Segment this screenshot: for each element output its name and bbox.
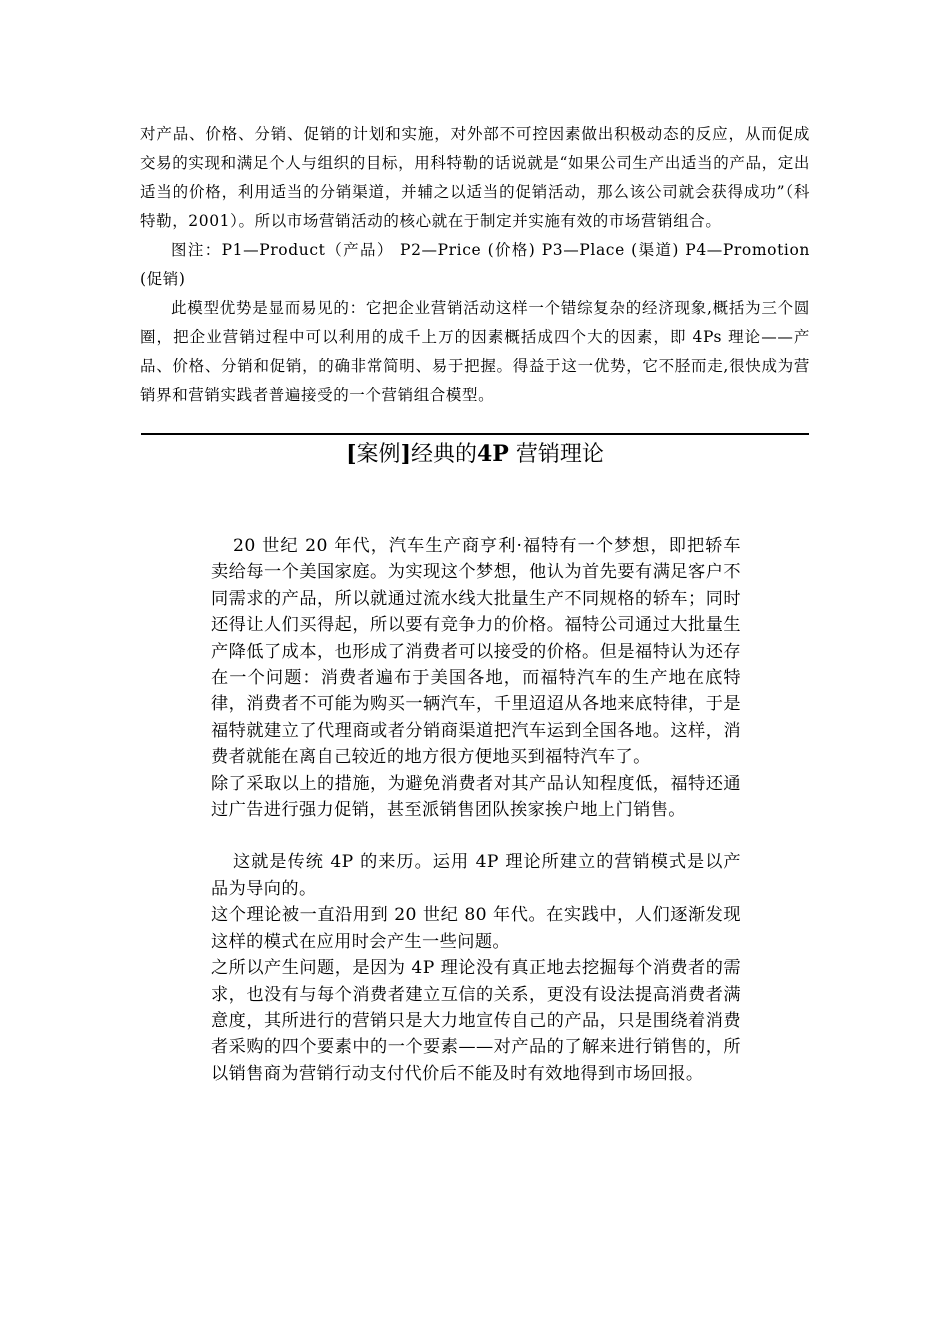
paragraph-gap (211, 823, 741, 849)
case-paragraph-origin: 这就是传统 4P 的来历。运用 4P 理论所建立的营销模式是以产品为导向的。 (211, 852, 741, 899)
intro-paragraph: 对产品、价格、分销、促销的计划和实施，对外部不可控因素做出积极动态的反应，从而促成交易的实现和满足个人与组织的目标，用科特勒的话说就是“如果公司生产出适当的产品，定出适当的价格，利用适当的分销渠道，并辅之以适当的促销活动，那么该公司就会获得成功”（科特勒，2001）。所以市场营销活动的核心就在于制定并实施有效的市场营销组合。 (140, 125, 810, 230)
figure-caption: 图注：P1—Product（产品） P2—Price (价格) P3—Place (渠道) P4—Promotion (促销) (140, 241, 810, 288)
title-open-bracket: [ (346, 441, 357, 467)
case-paragraph-promotion: 除了采取以上的措施，为避免消费者对其产品认知程度低，福特还通过广告进行强力促销，甚至派销售团队挨家挨户地上门销售。 (211, 773, 741, 821)
title-close-bracket: ] (400, 441, 411, 467)
title-4p: 4P (477, 441, 509, 467)
intro-section (140, 120, 810, 410)
title-case-label: 案例 (356, 442, 401, 467)
case-paragraph-usage: 这个理论被一直沿用到 20 世纪 80 年代。在实践中，人们逐渐发现这样的模式在应用时会产生一些问题。 (211, 905, 741, 952)
model-advantage-paragraph: 此模型优势是显而易见的：它把企业营销活动这样一个错综复杂的经济现象,概括为三个圆圈，把企业营销过程中可以利用的成千上万的因素概括成四个大的因素，即 4Ps 理论——产品、价格、分销和促销，的确非常简明、易于把握。得益于这一优势，它不胫而走,很快成为营销界和营销实践者普遍接受的一个营销组合模型。 (140, 299, 810, 404)
case-paragraph-ford-dream: 20 世纪 20 年代，汽车生产商亨利·福特有一个梦想，即把轿车卖给每一个美国家庭。为实现这个梦想，他认为首先要有满足客户不同需求的产品，所以就通过流水线大批量生产不同规格的轿车；同时还得让人们买得起，所以要有竞争力的价格。福特公司通过大批量生产降低了成本，也形成了消费者可以接受的价格。但是福特认为还存在一个问题：消费者遍布于美国各地，而福特汽车的生产地在底特律，消费者不可能为购买一辆汽车，千里迢迢从各地来底特律，于是福特就建立了代理商或者分销商渠道把汽车运到全国各地。这样，消费者就能在离自己较近的地方很方便地买到福特汽车了。 (211, 536, 741, 768)
case-body (211, 533, 741, 1087)
section-divider (141, 433, 809, 435)
case-title (140, 437, 810, 472)
case-paragraph-problems: 之所以产生问题，是因为 4P 理论没有真正地去挖掘每个消费者的需求，也没有与每个消费者建立互信的关系，更没有设法提高消费者满意度，其所进行的营销只是大力地宣传自己的产品，只是围绕着消费者采购的四个要素中的一个要素——对产品的了解来进行销售的，所以销售商为营销行动支付代价后不能及时有效地得到市场回报。 (211, 958, 741, 1084)
title-prefix: 经典的 (410, 442, 477, 467)
title-suffix: 营销理论 (515, 442, 604, 467)
